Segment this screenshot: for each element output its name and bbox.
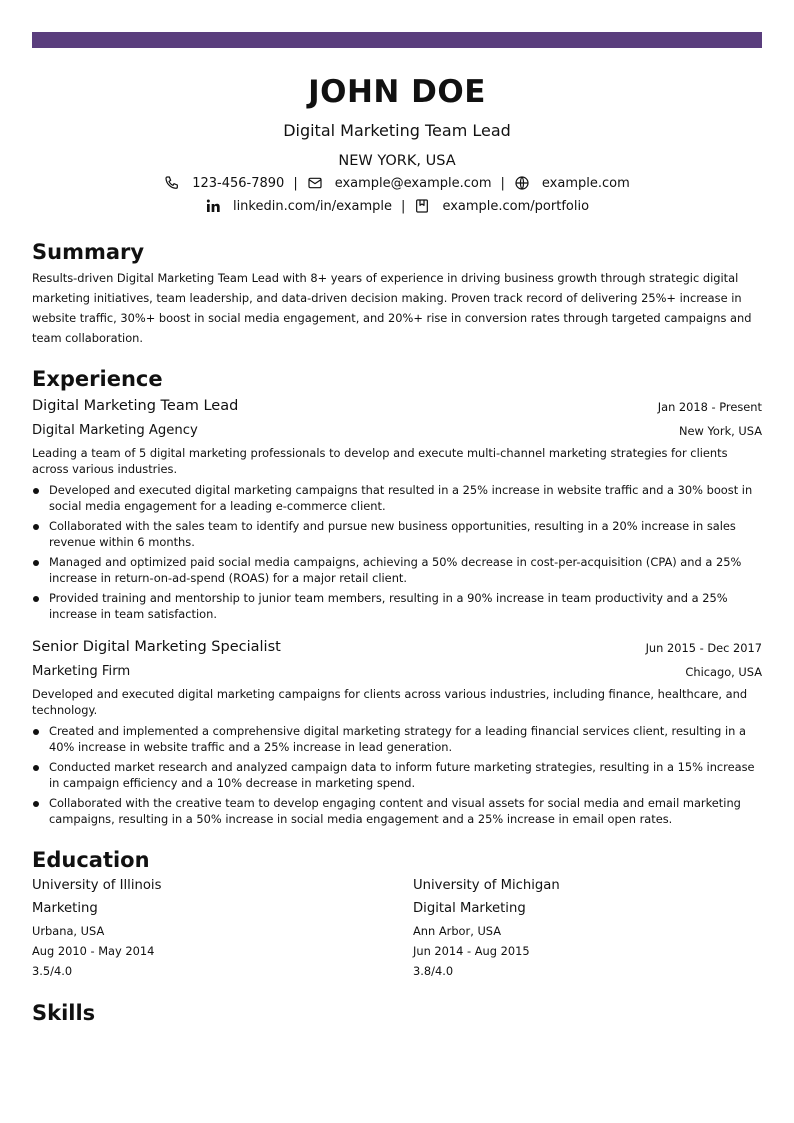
bullet-dot [33,765,39,771]
education-dates: Aug 2010 - May 2014 [32,944,155,958]
job-company: Digital Marketing Agency [32,423,198,438]
candidate-name: JOHN DOE [308,74,486,110]
phone-icon [164,175,180,191]
summary-heading: Summary [32,240,145,264]
bullet-text: Conducted market research and analyzed campaign data to inform future marketing strategies, resulting in a 15% increase in campaign efficiency and a 10% decrease in marketing spend. [49,760,755,790]
accent-bar [32,32,762,48]
bullet-text: Created and implemented a comprehensive digital marketing strategy for a leading financial services client, resulting in a 40% increase in website traffic and a 25% increase in lead generation. [49,724,747,754]
linkedin-icon [205,198,221,214]
bullet-dot [33,488,39,494]
education-school: University of Michigan [413,878,560,893]
separator: | [401,198,406,214]
bullet-text: Developed and executed digital marketing campaigns that resulted in a 25% increase in website traffic and a 30% boost in social media engagement for a leading e-commerce client. [49,483,753,513]
bullet-text: Collaborated with the creative team to develop engaging content and visual assets for social media and email marketing campaigns, resulting in a 50% increase in social media engagement and a 25% increase in email open rates. [49,796,741,826]
education-location: Urbana, USA [32,924,105,938]
contact-line-1 [0,174,794,192]
list-item [32,795,762,827]
bookmark-icon [414,198,430,214]
list-item [32,554,762,586]
summary-text: Results-driven Digital Marketing Team Lead with 8+ years of experience in driving business growth through strategic digital marketing initiatives, team leadership, and data-driven decision making. Proven track record of delivering 25%+ increase in website traffic, 30%+ boost in social media engagement, and 20%+ rise in conversion rates through targeted campaigns and team collaboration. [32,271,752,345]
bullet-dot [33,596,39,602]
job-title: Senior Digital Marketing Specialist [32,639,281,655]
education-gpa: 3.8/4.0 [413,964,454,978]
education-field: Digital Marketing [413,901,526,916]
job-location: Chicago, USA [685,665,762,679]
separator: | [500,175,505,191]
list-item [32,759,762,791]
education-heading: Education [32,848,150,872]
bullet-dot [33,524,39,530]
mail-icon [307,175,323,191]
phone-link[interactable]: 123-456-7890 [192,175,285,191]
globe-icon [514,175,530,191]
bullet-dot [33,560,39,566]
education-location: Ann Arbor, USA [413,924,502,938]
list-item [32,723,762,755]
job-description: Leading a team of 5 digital marketing professionals to develop and execute multi-channel marketing strategies for clients across various industries. [32,446,728,476]
job-company: Marketing Firm [32,664,131,679]
contact-line-2 [0,197,794,215]
job-bullets [32,723,762,831]
separator: | [293,175,298,191]
bullet-text: Managed and optimized paid social media campaigns, achieving a 50% decrease in cost-per-acquisition (CPA) and a 25% increase in return-on-ad-spend (ROAS) for a major retail client. [49,555,742,585]
bullet-text: Collaborated with the sales team to identify and pursue new business opportunities, resulting in a 20% increase in sales revenue within 6 months. [49,519,736,549]
candidate-title: Digital Marketing Team Lead [283,121,511,140]
bullet-text: Provided training and mentorship to junior team members, resulting in a 90% increase in team productivity and a 25% increase in team satisfaction. [49,591,728,621]
job-bullets [32,482,762,626]
education-field: Marketing [32,901,98,916]
list-item [32,590,762,622]
job-dates: Jan 2018 - Present [657,400,762,414]
website-link[interactable]: example.com [541,175,630,191]
list-item [32,482,762,514]
education-gpa: 3.5/4.0 [32,964,73,978]
education-school: University of Illinois [32,878,162,893]
job-description: Developed and executed digital marketing campaigns for clients across various industries, including finance, healthcare, and technology. [32,687,748,717]
job-location: New York, USA [679,424,762,438]
bullet-dot [33,801,39,807]
bullet-dot [33,729,39,735]
portfolio-link[interactable]: example.com/portfolio [442,198,590,214]
email-link[interactable]: example@example.com [334,175,492,191]
list-item [32,518,762,550]
job-dates: Jun 2015 - Dec 2017 [645,641,762,655]
skills-heading: Skills [32,1001,96,1025]
job-title: Digital Marketing Team Lead [32,398,239,414]
candidate-location: NEW YORK, USA [338,153,456,169]
experience-heading: Experience [32,367,163,391]
linkedin-link[interactable]: linkedin.com/in/example [232,198,393,214]
education-dates: Jun 2014 - Aug 2015 [413,944,530,958]
